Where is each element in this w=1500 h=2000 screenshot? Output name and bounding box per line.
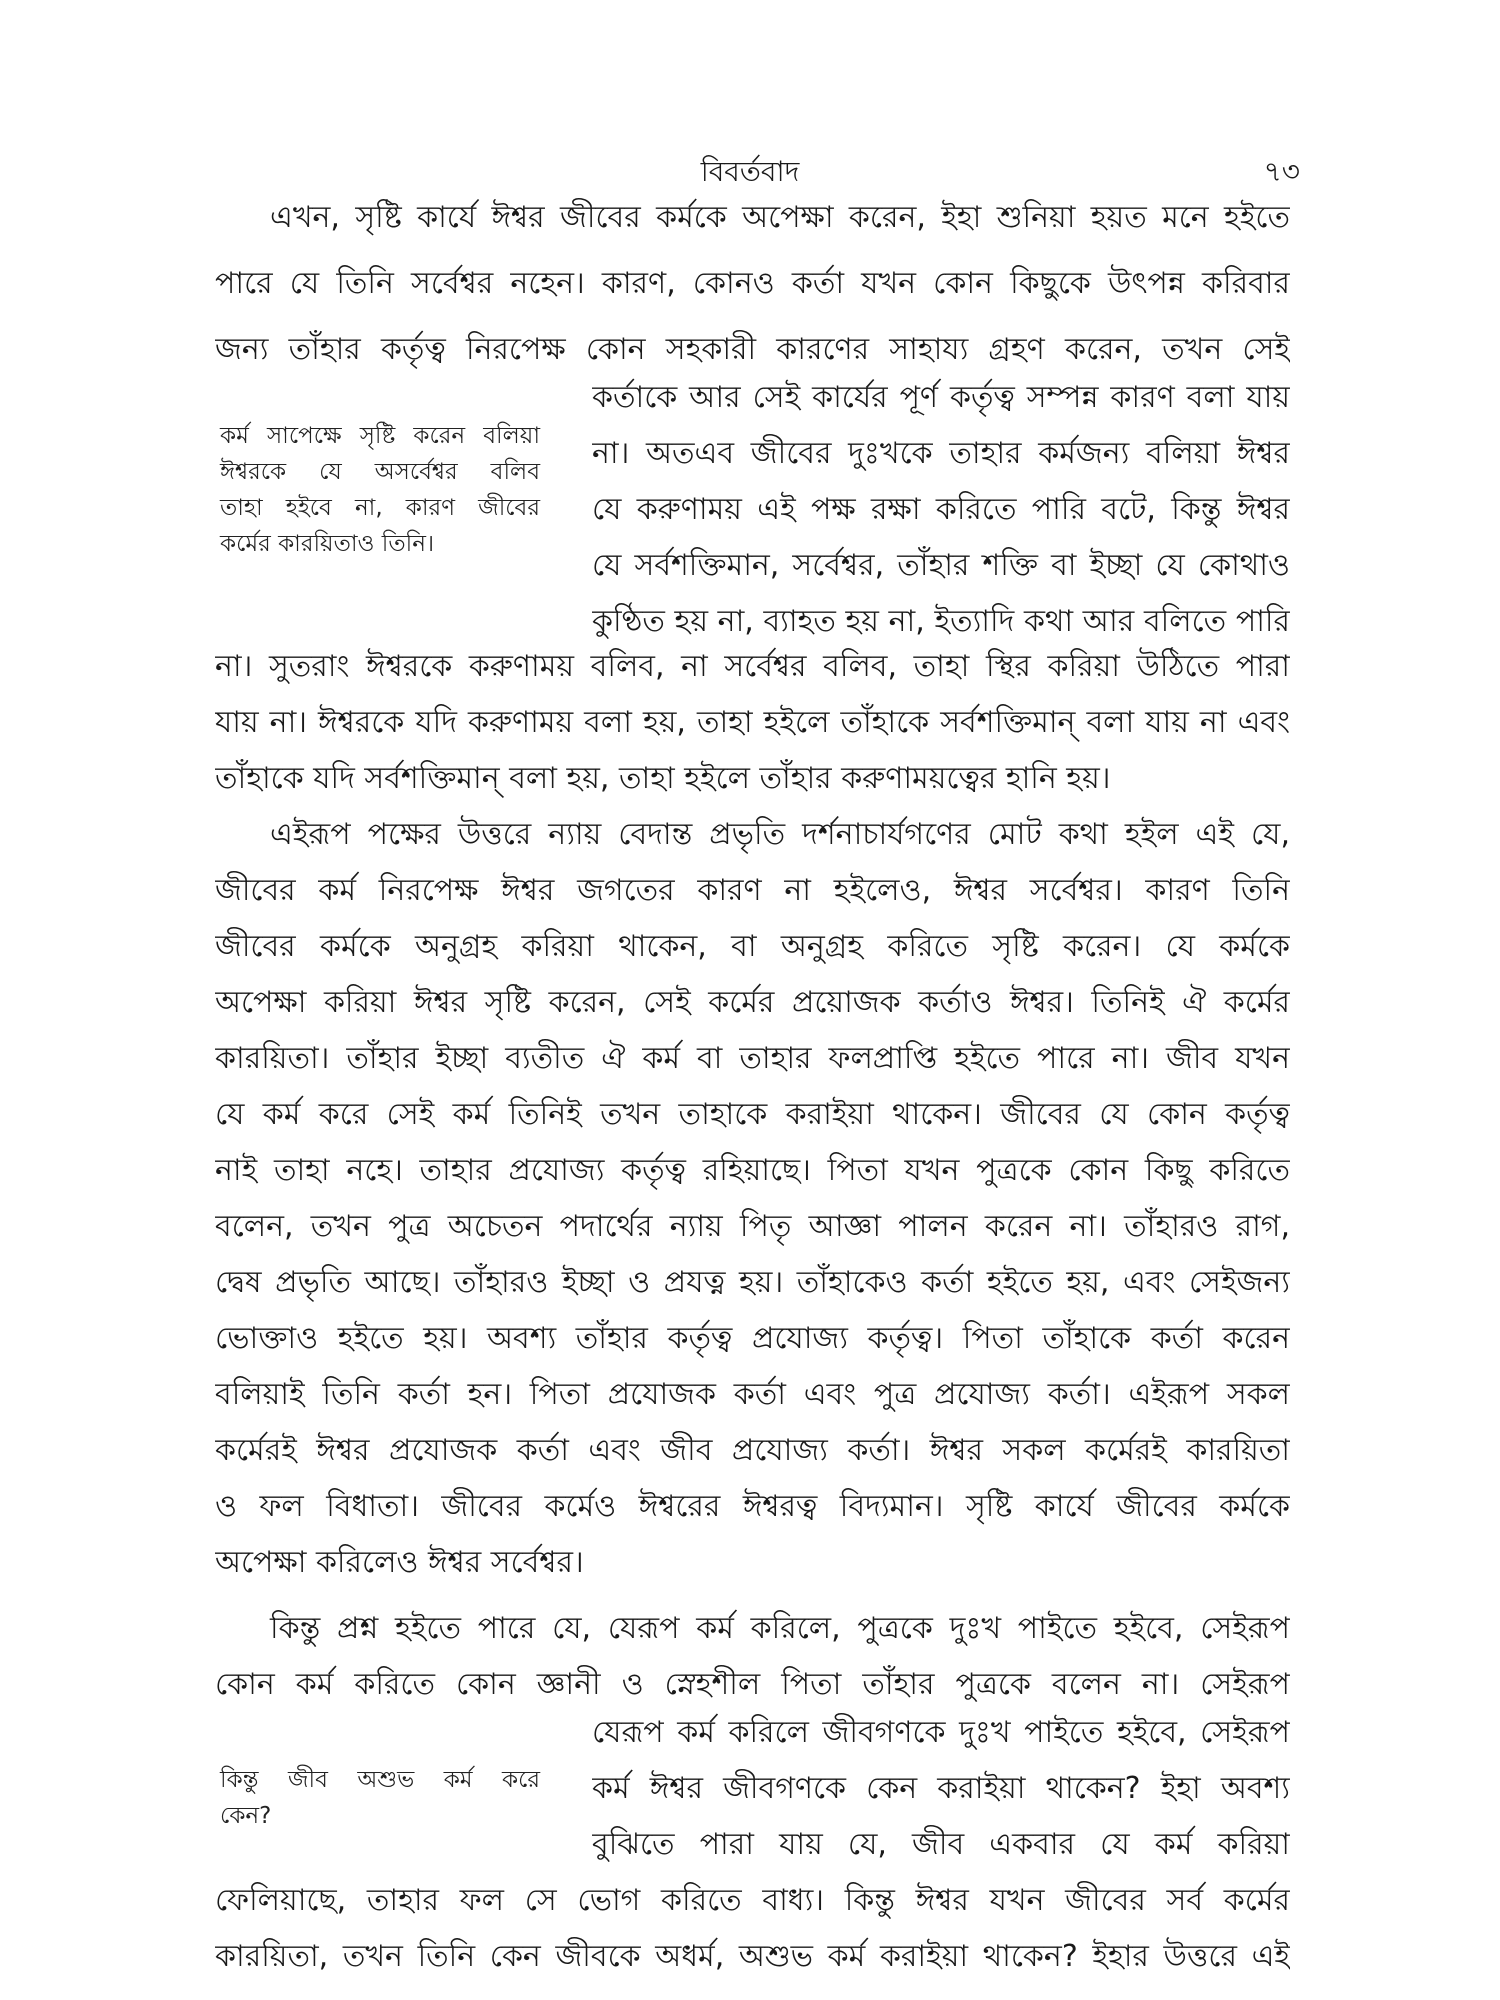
- text-line: যে করুণাময় এই পক্ষ রক্ষা করিতে পারি বটে, কিন্তু ঈশ্বর: [592, 492, 1290, 527]
- text-line: কোন কর্ম করিতে কোন জ্ঞানী ও স্নেহশীল পিতা তাঁহার পুত্রকে বলেন না। সেইরূপ: [215, 1667, 1290, 1702]
- text-line: জীবের কর্ম নিরপেক্ষ ঈশ্বর জগতের কারণ না হইলেও, ঈশ্বর সর্বেশ্বর। কারণ তিনি: [215, 873, 1290, 908]
- text-line: যায় না। ঈশ্বরকে যদি করুণাময় বলা হয়, তাহা হইলে তাঁহাকে সর্বশক্তিমান্ বলা যায় না এবং: [215, 705, 1290, 740]
- margin-note-line: কর্ম সাপেক্ষে সৃষ্টি করেন বলিয়া: [220, 423, 540, 449]
- margin-note: [220, 1762, 540, 1834]
- text-line: বলেন, তখন পুত্র অচেতন পদার্থের ন্যায় পিতৃ আজ্ঞা পালন করেন না। তাঁহারও রাগ,: [215, 1209, 1290, 1244]
- text-line: নাই তাহা নহে। তাহার প্রযোজ্য কর্তৃত্ব রহিয়াছে। পিতা যখন পুত্রকে কোন কিছু করিতে: [215, 1153, 1290, 1188]
- text-line: অপেক্ষা করিয়া ঈশ্বর সৃষ্টি করেন, সেই কর্মের প্রয়োজক কর্তাও ঈশ্বর। তিনিই ঐ কর্মের: [215, 985, 1290, 1020]
- text-line: কুণ্ঠিত হয় না, ব্যাহত হয় না, ইত্যাদি কথা আর বলিতে পারি: [592, 604, 1290, 639]
- text-line: ভোক্তাও হইতে হয়। অবশ্য তাঁহার কর্তৃত্ব প্রযোজ্য কর্তৃত্ব। পিতা তাঁহাকে কর্তা করেন: [215, 1321, 1290, 1356]
- text-line: কর্মেরই ঈশ্বর প্রযোজক কর্তা এবং জীব প্রযোজ্য কর্তা। ঈশ্বর সকল কর্মেরই কারয়িতা: [215, 1433, 1290, 1468]
- text-line: ও ফল বিধাতা। জীবের কর্মেও ঈশ্বরের ঈশ্বরত্ব বিদ্যমান। সৃষ্টি কার্যে জীবের কর্মকে: [215, 1489, 1290, 1524]
- margin-note-line: ঈশ্বরকে যে অসর্বেশ্বর বলিব: [220, 459, 540, 485]
- text-line: বুঝিতে পারা যায় যে, জীব একবার যে কর্ম করিয়া: [592, 1827, 1290, 1862]
- text-line: জীবের কর্মকে অনুগ্রহ করিয়া থাকেন, বা অনুগ্রহ করিতে সৃষ্টি করেন। যে কর্মকে: [215, 929, 1290, 964]
- text-line: না। সুতরাং ঈশ্বরকে করুণাময় বলিব, না সর্বেশ্বর বলিব, তাহা স্থির করিয়া উঠিতে পারা: [215, 649, 1290, 684]
- page-number: ৭৩: [1263, 155, 1300, 188]
- text-line: বলিয়াই তিনি কর্তা হন। পিতা প্রযোজক কর্তা এবং পুত্র প্রযোজ্য কর্তা। এইরূপ সকল: [215, 1377, 1290, 1412]
- text-line: এখন, সৃষ্টি কার্যে ঈশ্বর জীবের কর্মকে অপেক্ষা করেন, ইহা শুনিয়া হয়ত মনে হইতে: [270, 200, 1290, 235]
- margin-note-line: কিন্তু জীব অশুভ কর্ম করে: [220, 1767, 540, 1793]
- text-line: কিন্তু প্রশ্ন হইতে পারে যে, যেরূপ কর্ম করিলে, পুত্রকে দুঃখ পাইতে হইবে, সেইরূপ: [270, 1611, 1290, 1646]
- text-line: যে কর্ম করে সেই কর্ম তিনিই তখন তাহাকে করাইয়া থাকেন। জীবের যে কোন কর্তৃত্ব: [215, 1097, 1290, 1132]
- running-title: বিবর্তবাদ: [700, 155, 800, 188]
- margin-note-line: কেন?: [220, 1803, 272, 1829]
- margin-note: [220, 418, 540, 562]
- text-line: কারয়িতা, তখন তিনি কেন জীবকে অধর্ম, অশুভ কর্ম করাইয়া থাকেন? ইহার উত্তরে এই: [215, 1939, 1290, 1974]
- text-line: দ্বেষ প্রভৃতি আছে। তাঁহারও ইচ্ছা ও প্রযত্ন হয়। তাঁহাকেও কর্তা হইতে হয়, এবং সেইজন্য: [215, 1265, 1290, 1300]
- margin-note-line: তাহা হইবে না, কারণ জীবের: [220, 495, 540, 521]
- text-line: ফেলিয়াছে, তাহার ফল সে ভোগ করিতে বাধ্য। কিন্তু ঈশ্বর যখন জীবের সর্ব কর্মের: [215, 1883, 1290, 1918]
- text-line: কর্তাকে আর সেই কার্যের পূর্ণ কর্তৃত্ব সম্পন্ন কারণ বলা যায়: [592, 380, 1290, 415]
- text-line: যেরূপ কর্ম করিলে জীবগণকে দুঃখ পাইতে হইবে, সেইরূপ: [592, 1715, 1290, 1750]
- text-line: জন্য তাঁহার কর্তৃত্ব নিরপেক্ষ কোন সহকারী কারণের সাহায্য গ্রহণ করেন, তখন সেই: [215, 332, 1290, 367]
- margin-note-line: কর্মের কারয়িতাও তিনি।: [220, 531, 435, 557]
- text-line: যে সর্বশক্তিমান, সর্বেশ্বর, তাঁহার শক্তি বা ইচ্ছা যে কোথাও: [592, 548, 1290, 583]
- text-line: অপেক্ষা করিলেও ঈশ্বর সর্বেশ্বর।: [215, 1545, 584, 1580]
- text-line: না। অতএব জীবের দুঃখকে তাহার কর্মজন্য বলিয়া ঈশ্বর: [592, 436, 1290, 471]
- text-line: এইরূপ পক্ষের উত্তরে ন্যায় বেদান্ত প্রভৃতি দর্শনাচার্যগণের মোট কথা হইল এই যে,: [270, 817, 1290, 852]
- text-line: কারয়িতা। তাঁহার ইচ্ছা ব্যতীত ঐ কর্ম বা তাহার ফলপ্রাপ্তি হইতে পারে না। জীব যখন: [215, 1041, 1290, 1076]
- text-line: পারে যে তিনি সর্বেশ্বর নহেন। কারণ, কোনও কর্তা যখন কোন কিছুকে উৎপন্ন করিবার: [215, 266, 1290, 301]
- text-line: কর্ম ঈশ্বর জীবগণকে কেন করাইয়া থাকেন? ইহা অবশ্য: [592, 1771, 1290, 1806]
- text-line: তাঁহাকে যদি সর্বশক্তিমান্ বলা হয়, তাহা হইলে তাঁহার করুণাময়ত্বের হানি হয়।: [215, 761, 1111, 796]
